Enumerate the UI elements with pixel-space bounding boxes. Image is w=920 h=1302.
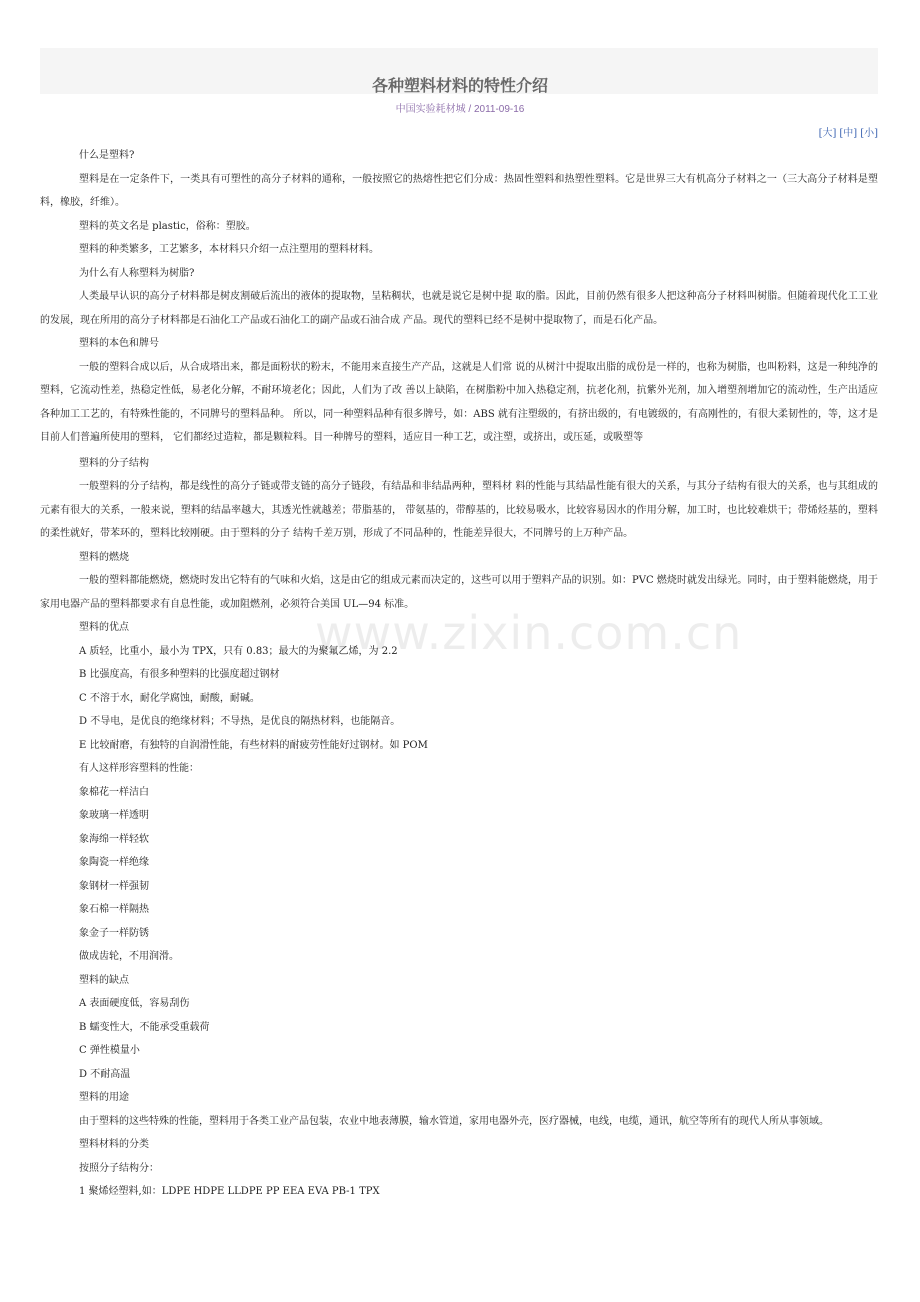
article-title: 各种塑料材料的特性介绍 [371,76,548,95]
list-item: 象钢材一样强韧 [79,880,149,892]
paragraph: 塑料的分子结构 [79,457,149,469]
list-item: D 不耐高温 [79,1068,131,1080]
list-item: C 不溶于水，耐化学腐蚀，耐酸，耐碱。 [79,692,260,704]
font-medium-button[interactable]: [中] [839,128,858,139]
list-item: 象棉花一样洁白 [79,786,149,798]
paragraph: 什么是塑料? [79,150,135,161]
list-item: 1 聚烯烃塑料,如：LDPE HDPE LLDPE PP EEA EVA PB-1 TPX [79,1186,380,1197]
paragraph: 塑料材料的分类 [79,1139,149,1150]
list-item: E 比较耐磨，有独特的自润滑性能，有些材料的耐疲劳性能好过钢材。如 POM [79,739,428,751]
list-item: B 蠕变性大，不能承受重载荷 [79,1021,210,1033]
list-item: 象海绵一样轻软 [79,833,149,845]
paragraph: 塑料的缺点 [79,974,129,986]
list-item: 象金子一样防锈 [79,927,149,939]
paragraph: 塑料的用途 [79,1092,129,1103]
list-item: B 比强度高，有很多种塑料的比强度超过钢材 [79,669,280,680]
list-item: 象玻璃一样透明 [79,810,149,821]
font-size-controls [816,124,878,139]
paragraph: 一般的塑料合成以后，从合成塔出来，都是面粉状的粉末，不能用来直接生产产品，这就是人们常 说的从树汁中提取出脂的成份是一样的，也称为树脂，也叫粉料，这是一种纯净的塑料，它流动性差，热稳定性低，易老化分解，不耐环境老化；因此，人们为了改 善以上缺陷，在树脂粉中加入热稳定剂，抗老化剂，抗紫外光剂，加入增塑剂增加它的流动性，生产出适应各种加工工艺的，有特殊性能的，不同牌号的塑料品种。 所以，同一种塑料品种有很多牌号，如：ABS 就有注塑级的，有挤出级的，有电镀级的，有高刚性的，有很大柔韧性的，等，这才是目前人们普遍所使用的塑料， 它们都经过造粒，都是颗粒料。目一种牌号的塑料，适应目一种工艺，或注塑，或挤出，或压延，或吸塑等 [40,361,878,443]
list-item: 做成齿轮，不用润滑。 [79,951,179,962]
font-small-button[interactable]: [小] [860,128,878,139]
source-link[interactable]: 中国实验耗材城 [395,104,466,115]
paragraph: 一般塑料的分子结构，都是线性的高分子链或带支链的高分子链段，有结晶和非结晶两种，塑料材 料的性能与其结晶性能有很大的关系，与其分子结构有很大的关系，也与其组成的元素有很大的关系，一般来说，塑料的结晶率越大，其透光性就越差；带脂基的， 带氨基的，带醇基的，比较易吸水，比较容易因水的作用分解，加工时，也比较难烘干；带烯烃基的，塑料的柔性就好，带苯环的，塑料比较刚硬。由于塑料的分子 结构千差万别，形成了不同品种的，性能差异很大，不同牌号的上万种产品。 [40,481,878,539]
paragraph: 塑料的燃烧 [79,551,129,563]
paragraph: 为什么有人称塑料为树脂? [79,267,195,279]
watermark: www.zixin.com.cn [315,606,743,660]
paragraph: 塑料的本色和牌号 [79,338,159,349]
paragraph: 塑料的优点 [79,622,129,633]
paragraph: 一般的塑料都能燃烧，燃烧时发出它特有的气味和火焰，这是由它的组成元素而决定的，这些可以用于塑料产品的识别。如：PVC 燃烧时就发出绿光。同时，由于塑料能燃烧，用于家用电器产品的塑料都要求有自息性能，或加阻燃剂，必须符合美国 UL—94 标准。 [40,575,878,610]
list-item: A 质轻，比重小，最小为 TPX，只有 0.83；最大的为聚氟乙烯，为 2.2 [79,645,398,657]
font-large-button[interactable]: [大] [818,128,837,139]
list-item: A 表面硬度低，容易刮伤 [79,998,190,1009]
publish-date: / 2011-09-16 [465,104,525,115]
article-body [40,144,878,1204]
article-meta [0,100,920,115]
paragraph: 按照分子结构分： [79,1162,159,1174]
paragraph: 由于塑料的这些特殊的性能，塑料用于各类工业产品包装，农业中地表薄膜，输水管道，家用电器外壳，医疗器械，电线，电缆，通讯，航空等所有的现代人所从事领域。 [79,1115,829,1127]
list-item: 象石棉一样隔热 [79,904,149,915]
list-item: 象陶瓷一样绝缘 [79,857,149,868]
paragraph: 有人这样形容塑料的性能： [79,763,199,774]
paragraph: 塑料的种类繁多，工艺繁多，本材料只介绍一点注塑用的塑料材料。 [79,244,379,255]
list-item: C 弹性模量小 [79,1045,140,1056]
paragraph: 塑料是在一定条件下，一类具有可塑性的高分子材料的通称，一般按照它的热熔性把它们分成：热固性塑料和热塑性塑料。它是世界三大有机高分子材料之一（三大高分子材料是塑料，橡胶，纤维）。 [40,173,878,208]
paragraph: 人类最早认识的高分子材料都是树皮割破后流出的液体的提取物，呈粘稠状，也就是说它是树中提 取的脂。因此，目前仍然有很多人把这种高分子材料叫树脂。但随着现代化工工业的发展，现在所用的高分子材料都是石油化工产品或石油化工的副产品或石油合成 产品。现代的塑料已经不是树中提取物了，而是石化产品。 [40,291,878,326]
paragraph: 塑料的英文名是 plastic，俗称：塑胶。 [79,220,256,232]
list-item: D 不导电，是优良的绝缘材料；不导热，是优良的隔热材料，也能隔音。 [79,716,401,727]
